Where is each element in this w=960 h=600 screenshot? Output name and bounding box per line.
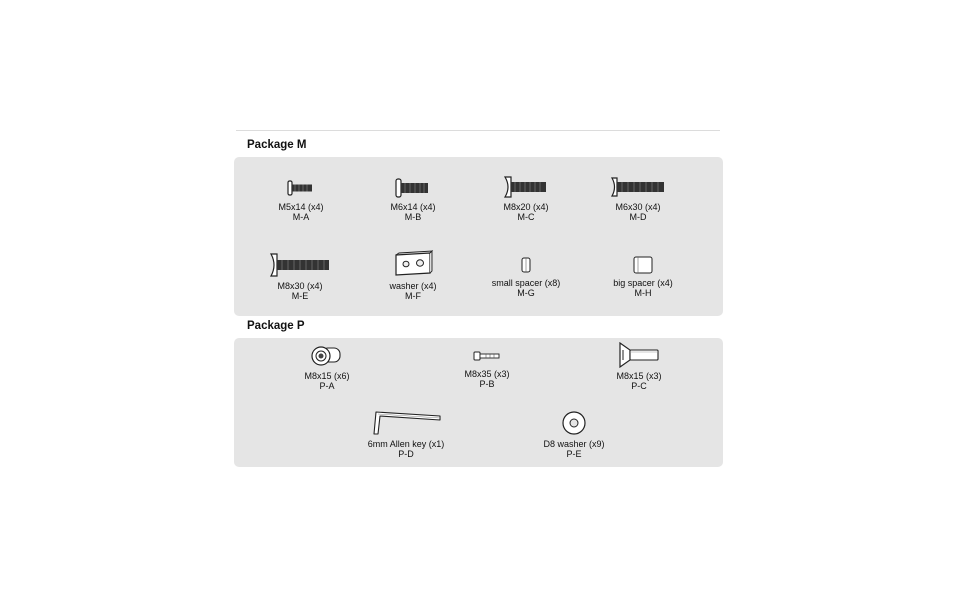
long-bolt-icon bbox=[268, 252, 332, 278]
part-name: M8x15 (x6) bbox=[304, 371, 350, 381]
part-name: M8x20 (x4) bbox=[503, 202, 549, 212]
part-p-d bbox=[351, 408, 461, 459]
part-code: M-C bbox=[517, 212, 535, 222]
package-m-title: Package M bbox=[247, 139, 307, 151]
part-p-e bbox=[519, 410, 629, 459]
part-name: washer (x4) bbox=[389, 281, 437, 291]
big-spacer-icon bbox=[630, 255, 656, 275]
small-spacer-icon bbox=[516, 255, 536, 275]
part-m-d bbox=[588, 175, 688, 222]
part-name: big spacer (x4) bbox=[613, 278, 673, 288]
hex-bolt-icon bbox=[472, 346, 502, 366]
part-code: M-G bbox=[517, 288, 535, 298]
part-code: M-F bbox=[405, 291, 421, 301]
round-washer-icon bbox=[561, 410, 587, 436]
part-m-h bbox=[593, 255, 693, 298]
part-code: M-H bbox=[634, 288, 652, 298]
part-code: P-C bbox=[631, 381, 647, 391]
part-m-g bbox=[476, 255, 576, 298]
part-code: M-A bbox=[292, 212, 310, 222]
part-p-a bbox=[277, 344, 377, 391]
part-name: M5x14 (x4) bbox=[278, 202, 324, 212]
part-m-a bbox=[251, 177, 351, 222]
part-code: P-B bbox=[479, 379, 495, 389]
countersunk-bolt-icon bbox=[616, 342, 662, 368]
part-name: M8x15 (x3) bbox=[616, 371, 662, 381]
short-bolt-icon bbox=[281, 177, 321, 199]
part-m-e bbox=[250, 252, 350, 301]
part-code: P-E bbox=[566, 449, 582, 459]
top-divider bbox=[236, 130, 720, 131]
part-code: P-A bbox=[319, 381, 335, 391]
part-name: M6x14 (x4) bbox=[390, 202, 436, 212]
bolt-icon bbox=[502, 175, 550, 199]
part-name: small spacer (x8) bbox=[491, 278, 561, 288]
part-m-b bbox=[363, 177, 463, 222]
allen-key-icon bbox=[368, 408, 444, 436]
part-code: M-E bbox=[291, 291, 309, 301]
part-m-f bbox=[363, 250, 463, 301]
bolt-icon bbox=[609, 175, 667, 199]
package-p-title: Package P bbox=[247, 320, 305, 332]
part-name: M8x30 (x4) bbox=[277, 281, 323, 291]
part-name: 6mm Allen key (x1) bbox=[367, 439, 445, 449]
part-code: M-B bbox=[404, 212, 422, 222]
part-code: P-D bbox=[398, 449, 414, 459]
part-name: D8 washer (x9) bbox=[543, 439, 605, 449]
part-name: M6x30 (x4) bbox=[615, 202, 661, 212]
barrel-nut-icon bbox=[310, 344, 344, 368]
plate-washer-icon bbox=[391, 250, 435, 278]
part-code: M-D bbox=[629, 212, 647, 222]
part-name: M8x35 (x3) bbox=[464, 369, 510, 379]
part-p-b bbox=[437, 346, 537, 389]
package-p-panel bbox=[234, 338, 723, 467]
part-p-c bbox=[589, 342, 689, 391]
package-m-panel bbox=[234, 157, 723, 316]
part-m-c bbox=[476, 175, 576, 222]
short-bolt-icon bbox=[393, 177, 433, 199]
